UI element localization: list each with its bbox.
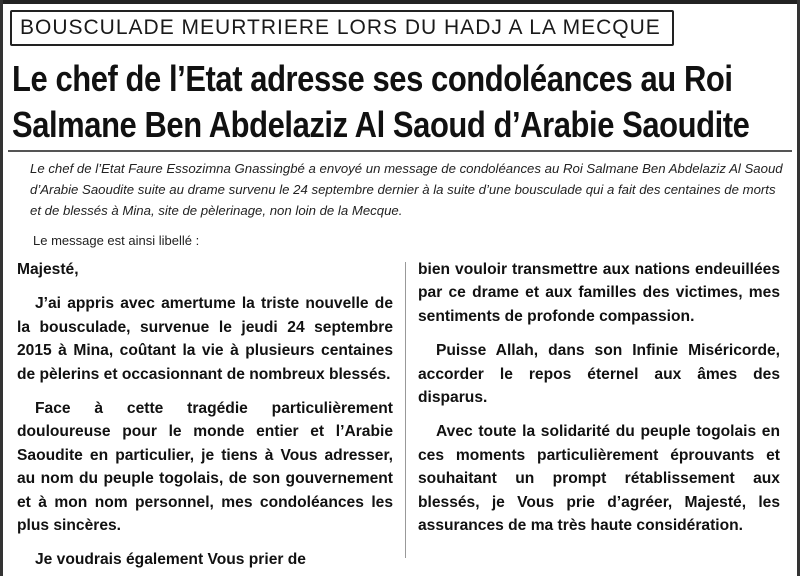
left-paragraph-1: J’ai appris avec amertume la triste nouvelle de la bousculade, survenue le jeudi 24 septembre 2015 à Mina, coûtant la vie à plusieurs centaines de pèlerins et occasionnant de nombreux blessés.	[17, 295, 393, 383]
right-paragraph-2: Puisse Allah, dans son Infinie Miséricorde, accorder le repos éternel aux âmes des disparus.	[418, 342, 780, 407]
right-column	[418, 258, 780, 548]
left-paragraph-2: Face à cette tragédie particulièrement douloureuse pour le monde entier et l’Arabie Saoudite en particulier, je tiens à Vous adresser, au nom du peuple togolais, de son gouvernement et à mon nom personnel, mes condoléances les plus sincères.	[17, 400, 393, 535]
column-divider	[405, 262, 406, 558]
left-paragraph-3: Je voudrais également Vous prier de	[35, 551, 306, 569]
headline-line-1: Le chef de l’Etat adresse ses condoléances au Roi	[12, 58, 733, 99]
intro-paragraph: Le chef de l’Etat Faure Essozimna Gnassingbé a envoyé un message de condoléances au Roi Salmane Ben Abdelaziz Al Saoud d’Arabie Saoudite suite au drame survenu le 24 septembre dernier à la suite d’une bousculade qui a fait des centaines de morts et de blessés à Mina, site de pèlerinage, non loin de la Mecque.	[30, 161, 783, 218]
headline-line-2: Salmane Ben Abdelaziz Al Saoud d’Arabie Saoudite	[12, 104, 750, 145]
headline	[12, 56, 750, 148]
left-border	[0, 0, 3, 576]
right-paragraph-3: Avec toute la solidarité du peuple togolais en ces moments particulièrement éprouvants et souhaitant un prompt rétablissement aux blessés, je Vous prie d’agréer, Majesté, les assurances de ma très haute considération.	[418, 423, 780, 535]
right-paragraph-1: bien vouloir transmettre aux nations endeuillées par ce drame et aux familles des victimes, mes sentiments de profonde compassion.	[418, 261, 780, 325]
left-column	[17, 258, 393, 583]
salutation: Majesté,	[17, 261, 79, 278]
kicker-banner: BOUSCULADE MEURTRIERE LORS DU HADJ A LA MECQUE	[10, 10, 674, 46]
top-border	[0, 0, 800, 4]
message-label: Le message est ainsi libellé :	[33, 233, 200, 248]
divider-rule	[8, 150, 792, 152]
